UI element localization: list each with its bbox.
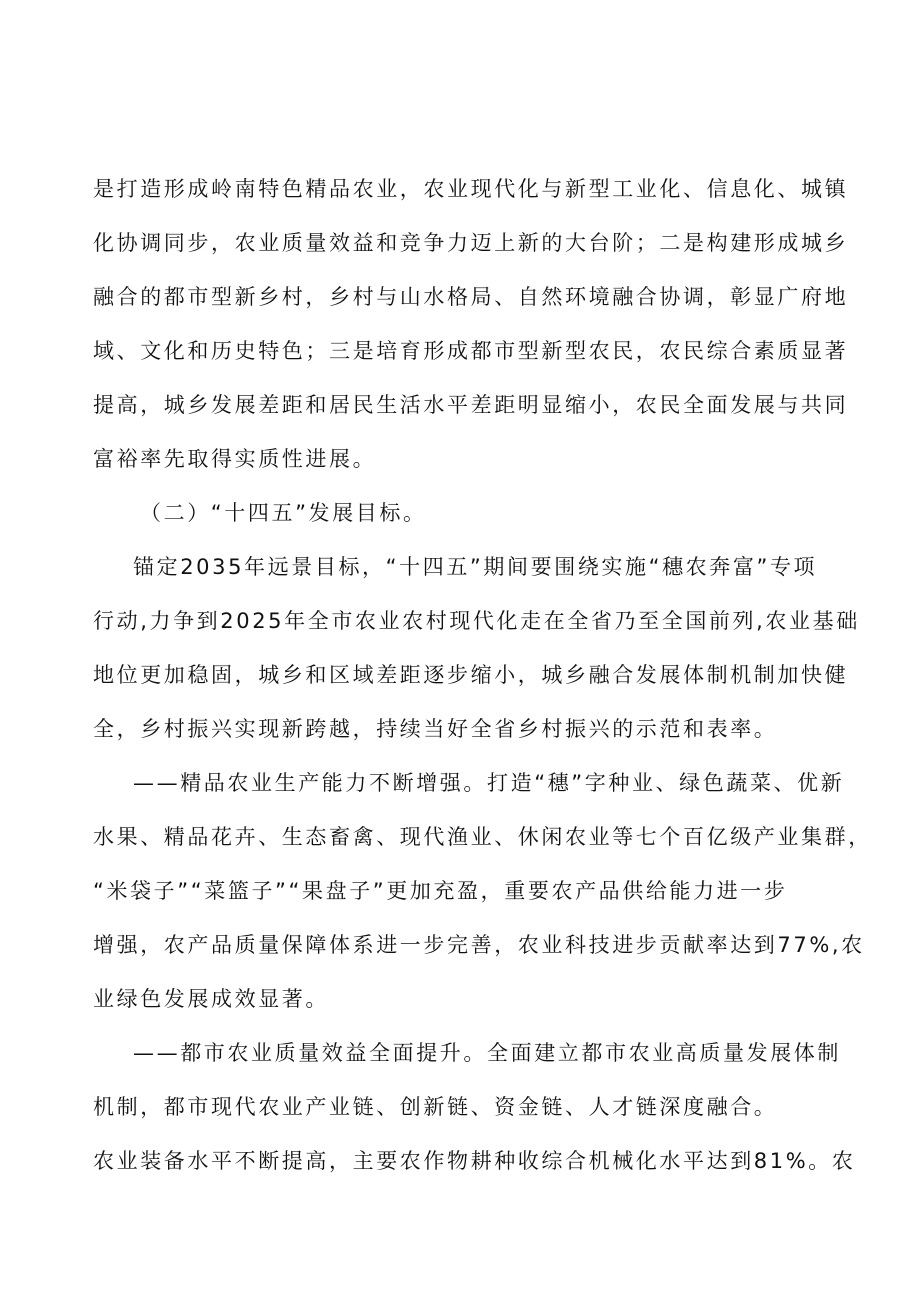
text-line: 水果、精品花卉、生态畜禽、现代渔业、休闲农业等七个百亿级产业集群， (93, 825, 872, 849)
text-line: 全，乡村振兴实现新跨越，持续当好全省乡村振兴的示范和表率。 (93, 717, 778, 741)
text-line: 业绿色发展成效显著。 (93, 987, 329, 1011)
text-line: 提高，城乡发展差距和居民生活水平差距明显缩小，农民全面发展与共同 (93, 393, 849, 417)
text-line: 锚定2035年远景目标，“十四五”期间要围绕实施“穗农奔富”专项 (133, 555, 818, 579)
text-line: “米袋子”“菜篮子”“果盘子”更加充盈，重要农产品供给能力进一步 (93, 879, 788, 903)
section-heading: （二）“十四五”发展目标。 (140, 501, 427, 525)
text-line: 是打造形成岭南特色精品农业，农业现代化与新型工业化、信息化、城镇 (93, 177, 849, 201)
text-line: 化协调同步，农业质量效益和竞争力迈上新的大台阶；二是构建形成城乡 (93, 231, 849, 255)
text-line: 富裕率先取得实质性进展。 (93, 447, 377, 471)
text-line: 融合的都市型新乡村，乡村与山水格局、自然环境融合协调，彰显广府地 (93, 285, 849, 309)
text-line: ——都市农业质量效益全面提升。全面建立都市农业高质量发展体制 (133, 1041, 841, 1065)
text-line: 地位更加稳固，城乡和区域差距逐步缩小，城乡融合发展体制机制加快健 (93, 663, 849, 687)
text-line: 农业装备水平不断提高，主要农作物耕种收综合机械化水平达到81%。农 (93, 1149, 856, 1173)
text-line: 增强，农产品质量保障体系进一步完善，农业科技进步贡献率达到77%,农 (93, 933, 865, 957)
text-line: 机制，都市现代农业产业链、创新链、资金链、人才链深度融合。 (93, 1095, 778, 1119)
text-line: 域、文化和历史特色；三是培育形成都市型新型农民，农民综合素质显著 (93, 339, 849, 363)
text-line: ——精品农业生产能力不断增强。打造“穗”字种业、绿色蔬菜、优新 (133, 771, 845, 795)
text-line: 行动,力争到2025年全市农业农村现代化走在全省乃至全国前列,农业基础 (93, 609, 860, 633)
